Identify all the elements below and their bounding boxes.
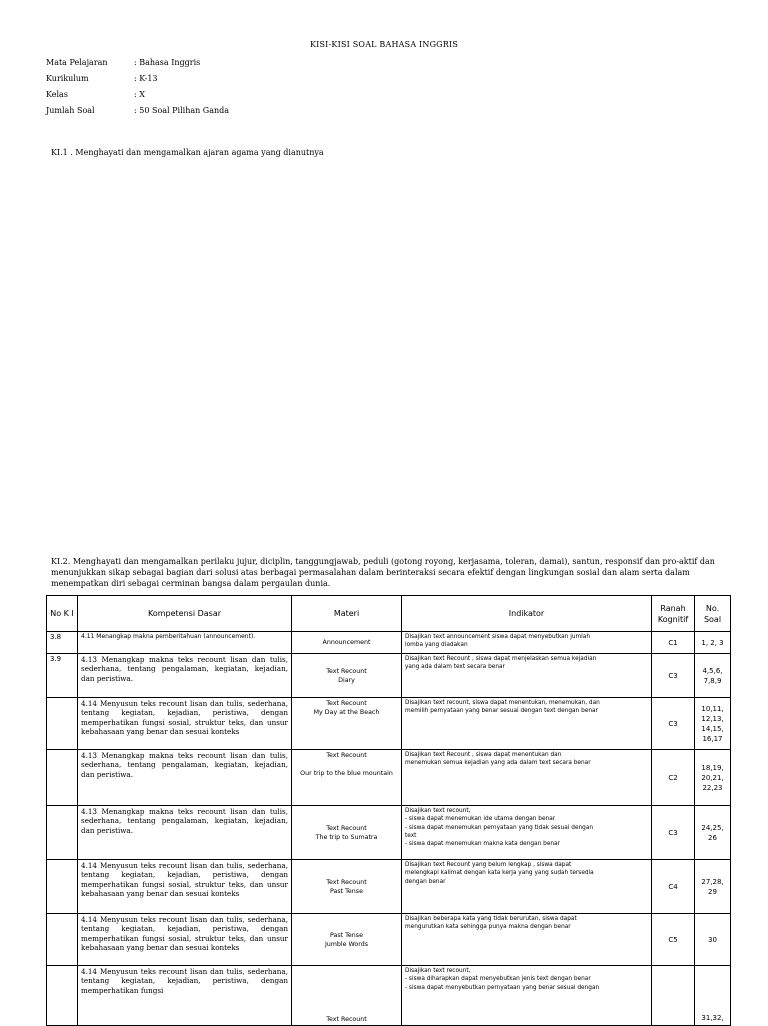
cell-no-soal: 30 [695,914,731,966]
table-row [47,966,731,1026]
meta-value: : X [134,90,145,99]
table-row [47,654,731,698]
table-row [47,750,731,806]
indikator-line: Disajikan beberapa kata yang tidak berurutan, siswa dapat [405,916,577,922]
cell-kompetensi-dasar: 4.14 Menyusun teks recount lisan dan tulis, sederhana, tentang kegiatan, kejadian, peristiwa, dengan memperhatikan fungsi sosial, struktur teks, dan unsur kebahasaan yang benar dan sesuai konteks [78,698,292,750]
indikator-line: melengkapi kalimat dengan kata kerja yang yang sudah tersedia [405,870,594,877]
indikator-line: mengurutkan kata sehingga punya makna dengan benar [405,924,571,931]
indikator-line: Disajikan text Recount , siswa dapat menjelaskan semua kejadian [405,656,597,662]
cell-no-soal: 24,25, 26 [695,806,731,860]
cell-indikator [402,632,652,654]
cell-indikator [402,806,652,860]
materi-line: Text Recount [326,1016,367,1023]
meta-label: Mata Pelajaran [46,58,108,67]
cell-indikator [402,966,652,1026]
cell-ranah-kognitif: C4 [652,860,695,914]
indikator-line: Disajikan text Recount yang belum lengkap , siswa dapat [405,862,572,868]
indikator-line: memilih pernyataan yang benar sesuai dengan text dengan benar [405,708,598,715]
cell-materi [292,654,402,698]
indikator-line: - siswa dapat menemukan ide utama dengan benar [405,816,556,823]
materi-line: Text Recount [326,667,367,675]
cell-materi [292,632,402,654]
header-kompetensi-dasar: Kompetensi Dasar [78,596,292,632]
table-row [47,632,731,654]
cell-no-ki [47,966,78,1026]
meta-label: Kelas [46,90,68,99]
cell-kompetensi-dasar: 4.14 Menyusun teks recount lisan dan tulis, sederhana, tentang kegiatan, kejadian, peristiwa, dengan memperhatikan fungsi sosial, struktur teks, dan unsur kebahasaan yang benar dan sesuai konteks [78,860,292,914]
indikator-line: text [405,832,417,839]
indikator-line: Disajikan text recount, [405,968,471,974]
cell-indikator [402,698,652,750]
table-row [47,698,731,750]
meta-value: : 50 Soal Pilihan Ganda [134,106,230,115]
cell-no-soal: 1, 2, 3 [695,632,731,654]
indikator-line: - siswa diharapkan dapat menyebutkan jenis text dengan benar [405,976,591,983]
header-ranah-kognitif: Ranah Kognitif [652,596,695,632]
indikator-line: - siswa dapat menemukan pernyataan yang tidak sesuai dengan [405,824,594,831]
table-row [47,806,731,860]
cell-no-soal: 27,28, 29 [695,860,731,914]
cell-no-soal: 10,11, 12,13, 14,15, 16,17 [695,698,731,750]
cell-kompetensi-dasar: 4.14 Menyusun teks recount lisan dan tulis, sederhana, tentang kegiatan, kejadian, peristiwa, dengan memperhatikan fungsi sosial, struktur teks, dan unsur kebahasaan yang benar dan sesuai konteks [78,914,292,966]
cell-no-ki: 3.9 [47,654,78,698]
meta-row-jumlah-soal [46,103,229,119]
materi-line: Text Recount [326,752,367,759]
meta-value: : K-13 [134,74,158,83]
indikator-line: Disajikan text announcement siswa dapat menyebutkan jumlah [405,634,590,640]
indikator-line: Disajikan text recount, [405,808,471,814]
cell-materi [292,860,402,914]
materi-line: Text Recount [326,878,367,886]
table-row [47,860,731,914]
cell-materi [292,966,402,1026]
cell-no-soal: 4,5,6, 7,8,9 [695,654,731,698]
cell-no-ki [47,914,78,966]
materi-line: My Day at the Beach [313,709,380,716]
cell-no-ki [47,860,78,914]
indikator-line: Disajikan text recount, siswa dapat menentukan, menemukan, dan [405,700,600,706]
materi-line: Our trip to the blue mountain [300,770,393,777]
meta-row-kelas [46,87,229,103]
cell-kompetensi-dasar: 4.13 Menangkap makna teks recount lisan dan tulis, sederhana, tentang pengalaman, kegiatan, kejadian, dan peristiwa. [78,654,292,698]
cell-kompetensi-dasar: 4.13 Menangkap makna teks recount lisan dan tulis, sederhana, tentang pengalaman, kegiatan, kejadian, dan peristiwa. [78,806,292,860]
cell-no-ki [47,750,78,806]
cell-ranah-kognitif: C1 [652,632,695,654]
indikator-line: lomba yang diadakan [405,642,468,649]
indikator-line: menemukan semua kejadian yang ada dalam text secara benar [405,760,591,767]
cell-indikator [402,914,652,966]
table-row [47,914,731,966]
cell-kompetensi-dasar: 4.14 Menyusun teks recount lisan dan tulis, sederhana, tentang kegiatan, kejadian, peristiwa, dengan memperhatikan fungsi [78,966,292,1026]
cell-materi [292,806,402,860]
meta-label: Jumlah Soal [46,106,95,115]
cell-materi [292,914,402,966]
cell-no-soal: 18,19, 20,21, 22,23 [695,750,731,806]
meta-value: : Bahasa Inggris [134,58,201,67]
header-no-soal: No. Soal [695,596,731,632]
cell-indikator [402,860,652,914]
materi-line: Diary [338,676,355,684]
ki1-statement: KI.1 . Menghayati dan mengamalkan ajaran agama yang dianutnya [51,148,324,157]
materi-line: Jumble Words [324,940,369,948]
materi-line: Text Recount [326,700,367,707]
cell-no-ki [47,806,78,860]
indikator-line: - siswa dapat menyebutkan pernyataan yang benar sesuai dengan [405,984,600,991]
kisi-kisi-table [46,595,731,1026]
meta-row-kurikulum [46,71,229,87]
header-indikator: Indikator [402,596,652,632]
cell-ranah-kognitif: C2 [652,750,695,806]
materi-line [295,760,398,769]
materi-line: Past Tense [330,887,363,895]
meta-row-mata-pelajaran [46,55,229,71]
document-title: KISI-KISI SOAL BAHASA INGGRIS [309,40,459,49]
cell-indikator [402,654,652,698]
header-materi: Materi [292,596,402,632]
cell-kompetensi-dasar: 4.11 Menangkap makna pemberitahuan (announcement). [78,632,292,654]
cell-no-ki: 3.8 [47,632,78,654]
materi-line: The trip to Sumatra [315,833,378,841]
indikator-line: dengan benar [405,878,446,885]
materi-line: Text Recount [326,824,367,832]
meta-label: Kurikulum [46,74,89,83]
cell-ranah-kognitif [652,966,695,1026]
cell-materi [292,750,402,806]
ki2-statement: KI.2. Menghayati dan mengamalkan perilaku jujur, diciplin, tanggungjawab, peduli (gotong royong, kerjasama, toleran, damai), santun, responsif dan pro-aktif dan menunjukkan sikap sebagai bagian dari solusi atas berbagai permasalahan dalam berinteraksi secara efektif dengan lingkungan sosial dan alam serta dalam menempatkan diri sebagai cerminan bangsa dalam pergaulan dunia. [51,557,715,588]
materi-line: Past Tense [330,931,363,939]
cell-ranah-kognitif: C3 [652,806,695,860]
cell-no-ki [47,698,78,750]
cell-materi [292,698,402,750]
cell-no-soal: 31,32, [695,966,731,1026]
materi-line: Announcement [322,639,371,646]
indikator-line: - siswa dapat menemukan makna kata dengan benar [405,841,561,848]
cell-kompetensi-dasar: 4.13 Menangkap makna teks recount lisan dan tulis, sederhana, tentang pengalaman, kegiatan, kejadian, dan peristiwa. [78,750,292,806]
cell-ranah-kognitif: C3 [652,698,695,750]
header-no-ki: No K I [47,596,78,632]
cell-ranah-kognitif: C3 [652,654,695,698]
document-meta [46,55,229,119]
indikator-line: yang ada dalam text secara benar [405,664,505,671]
table-header-row [47,596,731,632]
cell-ranah-kognitif: C5 [652,914,695,966]
indikator-line: Disajikan text Recount , siswa dapat menentukan dan [405,752,562,758]
cell-indikator [402,750,652,806]
